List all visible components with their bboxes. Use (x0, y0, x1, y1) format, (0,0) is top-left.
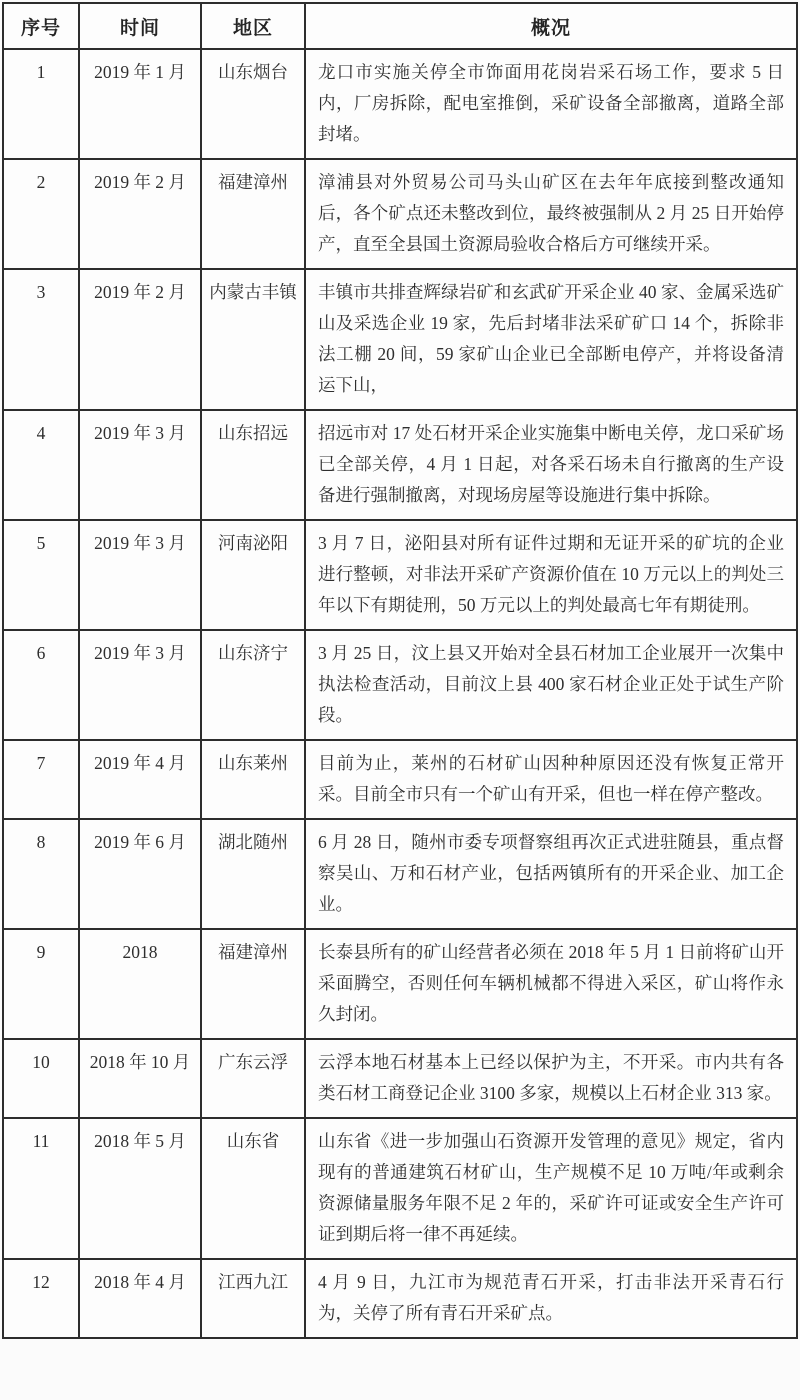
row-summary-cell: 龙口市实施关停全市饰面用花岗岩采石场工作，要求 5 日内，厂房拆除，配电室推倒，采矿设备全部撤离，道路全部封堵。 (305, 49, 797, 159)
row-time-cell: 2019 年 3 月 (79, 410, 201, 520)
table-row (3, 1259, 797, 1338)
row-summary-cell: 云浮本地石材基本上已经以保护为主，不开采。市内共有各类石材工商登记企业 3100 多家，规模以上石材企业 313 家。 (305, 1039, 797, 1118)
table-row (3, 929, 797, 1039)
row-region-cell: 山东莱州 (201, 740, 305, 819)
table-row (3, 159, 797, 269)
table-row (3, 269, 797, 410)
row-time-cell: 2019 年 6 月 (79, 819, 201, 929)
table-row (3, 740, 797, 819)
header-summary: 概况 (305, 3, 797, 49)
row-time-cell: 2018 (79, 929, 201, 1039)
row-time-cell: 2019 年 2 月 (79, 269, 201, 410)
table-row (3, 49, 797, 159)
incident-table (2, 2, 798, 1339)
row-serial-cell: 5 (3, 520, 79, 630)
row-summary-cell: 4 月 9 日，九江市为规范青石开采，打击非法开采青石行为，关停了所有青石开采矿点。 (305, 1259, 797, 1338)
table-row (3, 1039, 797, 1118)
row-region-cell: 江西九江 (201, 1259, 305, 1338)
table-row (3, 1118, 797, 1259)
row-serial-cell: 6 (3, 630, 79, 740)
row-time-cell: 2019 年 1 月 (79, 49, 201, 159)
row-serial-cell: 10 (3, 1039, 79, 1118)
row-region-cell: 山东招远 (201, 410, 305, 520)
row-region-cell: 河南泌阳 (201, 520, 305, 630)
row-summary-cell: 3 月 25 日，汶上县又开始对全县石材加工企业展开一次集中执法检查活动，目前汶上县 400 家石材企业正处于试生产阶段。 (305, 630, 797, 740)
row-region-cell: 山东烟台 (201, 49, 305, 159)
row-region-cell: 山东济宁 (201, 630, 305, 740)
row-summary-cell: 目前为止，莱州的石材矿山因种种原因还没有恢复正常开采。目前全市只有一个矿山有开采，但也一样在停产整改。 (305, 740, 797, 819)
table-header (3, 3, 797, 49)
row-time-cell: 2019 年 4 月 (79, 740, 201, 819)
row-serial-cell: 2 (3, 159, 79, 269)
row-time-cell: 2018 年 4 月 (79, 1259, 201, 1338)
row-region-cell: 内蒙古丰镇 (201, 269, 305, 410)
row-summary-cell: 3 月 7 日，泌阳县对所有证件过期和无证开采的矿坑的企业进行整顿，对非法开采矿产资源价值在 10 万元以上的判处三年以下有期徒刑，50 万元以上的判处最高七年有期徒刑。 (305, 520, 797, 630)
row-region-cell: 山东省 (201, 1118, 305, 1259)
row-summary-cell: 漳浦县对外贸易公司马头山矿区在去年年底接到整改通知后，各个矿点还未整改到位，最终被强制从 2 月 25 日开始停产，直至全县国土资源局验收合格后方可继续开采。 (305, 159, 797, 269)
table-row (3, 410, 797, 520)
row-serial-cell: 3 (3, 269, 79, 410)
row-serial-cell: 4 (3, 410, 79, 520)
table-row (3, 520, 797, 630)
row-region-cell: 福建漳州 (201, 929, 305, 1039)
row-summary-cell: 山东省《进一步加强山石资源开发管理的意见》规定，省内现有的普通建筑石材矿山，生产规模不足 10 万吨/年或剩余资源储量服务年限不足 2 年的，采矿许可证或安全生产许可证到期后将一律不再延续。 (305, 1118, 797, 1259)
row-time-cell: 2018 年 5 月 (79, 1118, 201, 1259)
table-row (3, 819, 797, 929)
table-body (3, 49, 797, 1338)
row-summary-cell: 招远市对 17 处石材开采企业实施集中断电关停，龙口采矿场已全部关停，4 月 1 日起，对各采石场未自行撤离的生产设备进行强制撤离，对现场房屋等设施进行集中拆除。 (305, 410, 797, 520)
row-time-cell: 2019 年 3 月 (79, 630, 201, 740)
row-serial-cell: 11 (3, 1118, 79, 1259)
page (0, 2, 800, 1400)
header-row (3, 3, 797, 49)
row-time-cell: 2018 年 10 月 (79, 1039, 201, 1118)
row-serial-cell: 1 (3, 49, 79, 159)
header-serial: 序号 (3, 3, 79, 49)
row-summary-cell: 丰镇市共排查辉绿岩矿和玄武矿开采企业 40 家、金属采选矿山及采选企业 19 家，先后封堵非法采矿矿口 14 个，拆除非法工棚 20 间，59 家矿山企业已全部断电停产，并将设备清运下山， (305, 269, 797, 410)
row-serial-cell: 7 (3, 740, 79, 819)
header-time: 时间 (79, 3, 201, 49)
row-serial-cell: 12 (3, 1259, 79, 1338)
table-row (3, 630, 797, 740)
row-serial-cell: 9 (3, 929, 79, 1039)
row-region-cell: 湖北随州 (201, 819, 305, 929)
row-summary-cell: 长泰县所有的矿山经营者必须在 2018 年 5 月 1 日前将矿山开采面腾空，否则任何车辆机械都不得进入采区，矿山将作永久封闭。 (305, 929, 797, 1039)
row-summary-cell: 6 月 28 日，随州市委专项督察组再次正式进驻随县，重点督察吴山、万和石材产业，包括两镇所有的开采企业、加工企业。 (305, 819, 797, 929)
row-region-cell: 福建漳州 (201, 159, 305, 269)
row-serial-cell: 8 (3, 819, 79, 929)
row-time-cell: 2019 年 2 月 (79, 159, 201, 269)
row-time-cell: 2019 年 3 月 (79, 520, 201, 630)
row-region-cell: 广东云浮 (201, 1039, 305, 1118)
header-region: 地区 (201, 3, 305, 49)
